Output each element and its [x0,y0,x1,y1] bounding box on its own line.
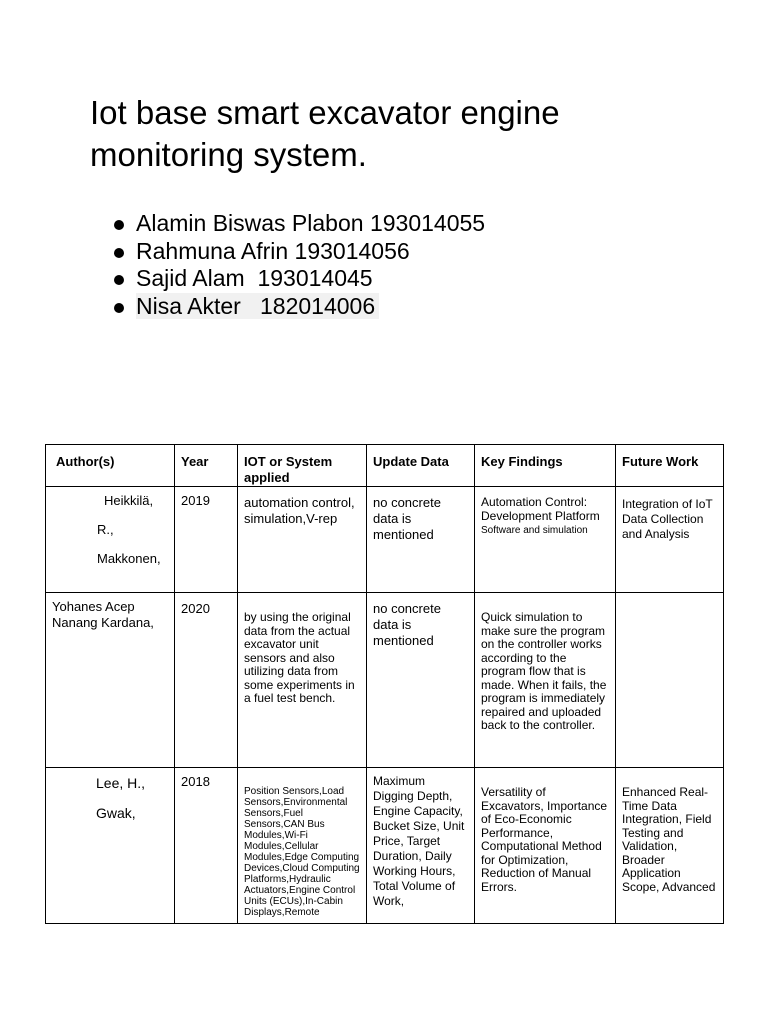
author-name: Nisa Akter 182014006 [136,293,379,319]
author-line: Lee, H., [96,775,146,791]
cell-future-work [616,593,724,768]
table-row [46,487,724,593]
cell-update-data: Maximum Digging Depth, Engine Capacity, Bucket Size, Unit Price, Target Duration, Daily Working Hours, Total Volume of Work, [367,768,475,924]
cell-iot: by using the original data from the actual excavator unit sensors and also utilizing data from some experiments in a fuel test bench. [238,593,367,768]
author-item [108,293,485,321]
document-title: Iot base smart excavator engine monitoring system. [90,94,560,173]
author-line: Heikkilä, [104,493,154,508]
cell-key-findings: Quick simulation to make sure the program on the controller works according to the program flow that is made. When it fails, the program is immediately repaired and uploaded back to the controller. [475,593,616,768]
cell-year: 2020 [175,593,238,768]
cell-author: Yohanes Acep Nanang Kardana, [46,593,175,768]
author-line: R., [97,522,114,537]
cell-key-findings [475,487,616,593]
cell-key-findings: Versatility of Excavators, Importance of Eco-Economic Performance, Computational Method for Optimization, Reduction of Manual Errors. [475,768,616,924]
header-key-findings: Key Findings [475,445,616,487]
future-line: Data Collection and Analysis [622,512,704,541]
header-iot: IOT or System applied [238,445,367,487]
table-row [46,593,724,768]
author-line: Makkonen, [97,551,161,566]
author-list [108,210,485,320]
findings-main: Automation Control: Development Platform [481,495,600,523]
author-name: Rahmuna Afrin 193014056 [136,237,410,264]
table-header-row [46,445,724,487]
cell-update-data: no concrete data is mentioned [367,593,475,768]
header-year: Year [175,445,238,487]
cell-year: 2019 [175,487,238,593]
header-future-work: Future Work [616,445,724,487]
author-name: Alamin Biswas Plabon 193014055 [136,210,486,236]
author-line: Gwak, [96,805,136,821]
author-item [108,238,485,266]
cell-author [46,487,175,593]
author-item [108,210,485,238]
bullet-icon [114,248,124,258]
bullet-icon [114,303,124,313]
cell-iot: Position Sensors,Load Sensors,Environmental Sensors,Fuel Sensors,CAN Bus Modules,Wi-Fi Modules,Cellular Modules,Edge Computing Devices,Cloud Computing Platforms,Hydraulic Actuators,Engine Control Units (ECUs),In-Cabin Displays,Remote [238,768,367,924]
findings-sub: Software and simulation [481,525,588,536]
future-line: Integration of IoT [622,497,713,511]
cell-iot: automation control, simulation,V-rep [238,487,367,593]
cell-year: 2018 [175,768,238,924]
cell-future-work: Enhanced Real-Time Data Integration, Field Testing and Validation, Broader Application Scope, Advanced [616,768,724,924]
header-update-data: Update Data [367,445,475,487]
cell-author [46,768,175,924]
literature-review-table [45,444,724,924]
table-row [46,768,724,924]
author-item [108,265,485,293]
bullet-icon [114,275,124,285]
bullet-icon [114,220,124,230]
cell-future-work [616,487,724,593]
cell-update-data: no concrete data is mentioned [367,487,475,593]
author-name: Sajid Alam 193014045 [136,265,373,291]
header-authors: Author(s) [46,445,175,487]
